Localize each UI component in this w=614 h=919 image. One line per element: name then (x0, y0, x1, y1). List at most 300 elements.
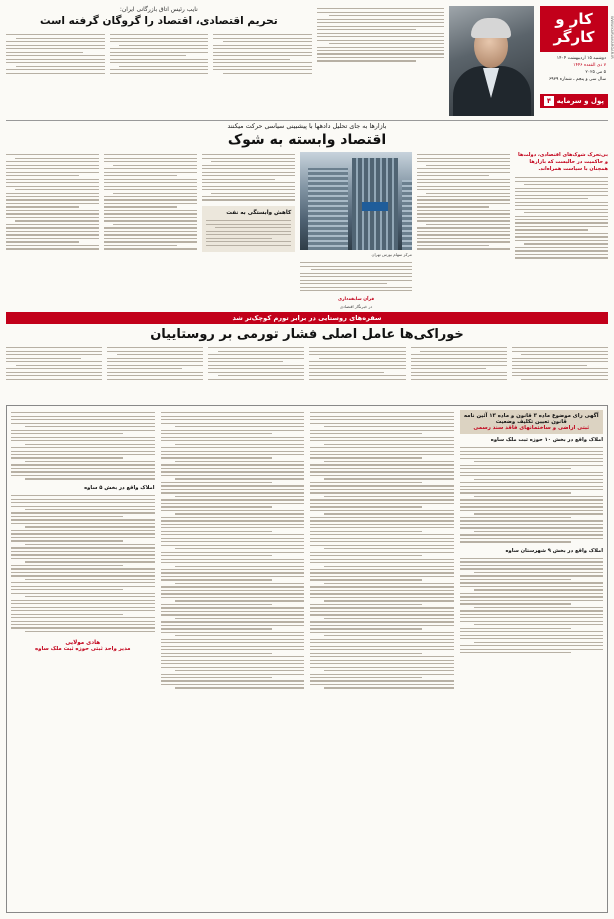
text-line (161, 597, 305, 598)
text-line (460, 614, 604, 615)
text-line (161, 660, 305, 661)
text-line (310, 534, 454, 535)
text-line (460, 558, 604, 559)
text-line (161, 499, 305, 500)
text-line (11, 502, 155, 503)
text-line (11, 547, 155, 548)
text-line (161, 534, 305, 535)
text-line (161, 430, 305, 431)
pullquote-box (202, 206, 295, 252)
text-line (11, 523, 155, 524)
text-line (310, 621, 454, 622)
text-line (460, 489, 604, 490)
text-line (161, 656, 305, 657)
text-line (310, 531, 422, 532)
text-line (310, 517, 454, 518)
text-line (310, 454, 454, 455)
text-line (460, 617, 604, 618)
text-line (474, 513, 603, 514)
teaser-kicker: نایب رئیس اتاق بازرگانی ایران: (119, 6, 198, 13)
text-line (310, 667, 454, 668)
text-line (175, 566, 304, 567)
text-line (161, 545, 305, 546)
text-line (11, 447, 155, 448)
text-line (460, 561, 604, 562)
text-line (11, 464, 155, 465)
text-line (460, 652, 572, 653)
text-line (161, 569, 305, 570)
story1-body (6, 152, 608, 322)
notice-col (460, 410, 604, 908)
text-line (161, 628, 273, 629)
section-name: پول و سرمایه (556, 97, 604, 105)
teaser-main (6, 6, 312, 116)
text-line (175, 635, 304, 636)
website-vertical: WWW.KARVAKARGAR.IR (610, 16, 614, 59)
story1-col (202, 152, 295, 322)
text-line (161, 674, 305, 675)
text-line (460, 503, 604, 504)
text-line (310, 656, 454, 657)
text-line (11, 551, 155, 552)
text-line (324, 670, 453, 671)
text-line (161, 555, 273, 556)
text-line (25, 561, 154, 562)
text-line (324, 444, 453, 445)
text-line (175, 583, 304, 584)
text-line (161, 464, 305, 465)
text-line (460, 534, 604, 535)
story1-photo-col (300, 152, 412, 322)
text-line (460, 510, 604, 511)
text-line (310, 674, 454, 675)
text-line (324, 635, 453, 636)
signer-name: هادی مولایی (65, 640, 101, 647)
text-line (161, 538, 305, 539)
text-line (310, 552, 454, 553)
text-line (310, 489, 454, 490)
text-line (310, 604, 422, 605)
text-line (161, 492, 305, 493)
text-line (460, 458, 604, 459)
text-line (11, 516, 123, 517)
text-line (11, 530, 155, 531)
text-line (161, 593, 305, 594)
text-line (310, 614, 454, 615)
notice-subheading: املاک واقع در بخش ۵ ساوه (84, 484, 155, 491)
text-line (460, 506, 604, 507)
text-line (474, 461, 603, 462)
text-line (11, 519, 155, 520)
text-line (161, 419, 305, 420)
text-line (310, 586, 454, 587)
text-line (175, 687, 304, 688)
text-line (460, 465, 604, 466)
text-line (460, 582, 604, 583)
text-line (161, 663, 305, 664)
text-line (310, 576, 454, 577)
text-line (11, 451, 155, 452)
text-line (25, 426, 154, 427)
text-line (460, 628, 572, 629)
text-line (175, 670, 304, 671)
text-line (161, 416, 305, 417)
text-line (25, 544, 154, 545)
text-line (324, 496, 453, 497)
text-line (310, 646, 454, 647)
author-role: در خبرنگار اقتصادی (339, 303, 373, 309)
text-line (460, 447, 604, 448)
text-line (310, 430, 454, 431)
text-line (310, 639, 454, 640)
text-line (161, 510, 305, 511)
text-line (310, 579, 422, 580)
text-line (161, 541, 305, 542)
text-line (460, 635, 604, 636)
text-line (460, 568, 604, 569)
text-line (460, 499, 604, 500)
divider (6, 120, 608, 121)
author-name: قرآن سابقه‌داری (337, 296, 375, 302)
text-line (310, 492, 454, 493)
story1-col (417, 152, 510, 322)
text-line (161, 517, 305, 518)
text-line (460, 517, 572, 518)
text-line (460, 520, 604, 521)
portrait-photo (449, 6, 534, 116)
text-line (460, 541, 572, 542)
text-line (11, 454, 155, 455)
text-line (460, 472, 604, 473)
text-line (11, 565, 123, 566)
text-line (310, 437, 454, 438)
text-line (11, 614, 123, 615)
text-line (460, 492, 572, 493)
story1-col (6, 152, 99, 322)
text-line (175, 600, 304, 601)
text-line (161, 646, 305, 647)
text-line (11, 468, 155, 469)
text-line (460, 451, 604, 452)
text-line (460, 596, 604, 597)
text-line (460, 645, 604, 646)
text-line (324, 618, 453, 619)
text-line (310, 642, 454, 643)
text-line (11, 495, 155, 496)
text-line (161, 440, 305, 441)
text-line (11, 589, 123, 590)
text-line (175, 461, 304, 462)
text-line (11, 412, 155, 413)
notice-heading-line1: آگهی رای موضوع ماده ۳ قانون و ماده ۱۳ آئین نامه قانون تعیین تکلیف وضعیت (463, 413, 599, 425)
text-line (310, 680, 454, 681)
text-line (161, 520, 305, 521)
issue-line: سال سی و پنجم ـ شماره ۶۹۳۹ (548, 77, 606, 82)
text-line (460, 486, 604, 487)
text-line (175, 444, 304, 445)
text-line (310, 562, 454, 563)
text-line (161, 667, 305, 668)
story2-body (6, 345, 608, 407)
text-line (310, 593, 454, 594)
text-line (161, 433, 273, 434)
text-line (161, 475, 305, 476)
text-line (310, 485, 454, 486)
gregorian-date-line: ۵ می ۲۰۲۵ (585, 70, 606, 75)
text-line (474, 607, 603, 608)
text-line (474, 572, 603, 573)
text-line (161, 607, 305, 608)
text-line (310, 684, 454, 685)
text-line (310, 569, 454, 570)
text-line (161, 639, 305, 640)
text-line (324, 461, 453, 462)
text-line (161, 447, 305, 448)
text-line (11, 499, 155, 500)
story1-kicker: بازارها به جای تحلیل دادهها با پیشبینی سیاسی حرکت میکنند (227, 122, 387, 130)
text-line (460, 565, 604, 566)
text-line (310, 499, 454, 500)
text-line (11, 423, 155, 424)
text-line (161, 590, 305, 591)
teaser-text-col (317, 6, 444, 116)
text-line (324, 600, 453, 601)
text-line (11, 440, 155, 441)
text-line (161, 579, 273, 580)
text-line (324, 687, 453, 688)
text-line (161, 684, 305, 685)
text-line (310, 590, 454, 591)
text-line (460, 524, 604, 525)
text-line (161, 454, 305, 455)
text-line (474, 589, 603, 590)
text-line (25, 579, 154, 580)
text-line (11, 610, 155, 611)
notice-col (11, 410, 155, 908)
pullquote-title: کاهش وابستگی به نفت (226, 209, 292, 216)
text-line (161, 611, 305, 612)
text-line (310, 464, 454, 465)
text-line (161, 559, 305, 560)
text-line (25, 509, 154, 510)
text-line (11, 537, 155, 538)
text-line (161, 621, 305, 622)
text-line (11, 430, 155, 431)
text-line (310, 423, 454, 424)
story1-title: اقتصاد وابسته به شوک (227, 132, 387, 148)
text-line (175, 548, 304, 549)
page-number: ۴ (544, 96, 554, 106)
text-line (11, 554, 155, 555)
signer-role: مدیر واحد ثبتی حوزه ثبت ملک ساوه (34, 646, 131, 653)
text-line (310, 559, 454, 560)
text-line (25, 444, 154, 445)
text-line (161, 468, 305, 469)
text-line (161, 604, 273, 605)
text-line (11, 586, 155, 587)
text-line (11, 506, 155, 507)
text-line (11, 621, 155, 622)
text-line (310, 541, 454, 542)
text-line (310, 597, 454, 598)
notice-col (310, 410, 454, 908)
text-line (310, 440, 454, 441)
text-line (161, 482, 273, 483)
text-line (175, 618, 304, 619)
text-line (25, 478, 154, 479)
text-line (310, 503, 454, 504)
text-line (175, 426, 304, 427)
text-line (161, 680, 305, 681)
text-line (310, 555, 422, 556)
second-story (6, 312, 608, 407)
text-line (175, 496, 304, 497)
text-line (11, 433, 123, 434)
text-line (460, 621, 604, 622)
text-line (460, 475, 604, 476)
text-line (460, 603, 572, 604)
text-line (460, 454, 604, 455)
text-line (161, 552, 305, 553)
text-line (474, 531, 603, 532)
text-line (11, 593, 155, 594)
text-line (310, 607, 454, 608)
story1-col (104, 152, 197, 322)
text-line (474, 496, 603, 497)
text-line (460, 586, 604, 587)
text-line (11, 582, 155, 583)
text-line (310, 468, 454, 469)
text-line (11, 600, 155, 601)
newspaper-logo: کار و کارگر (540, 6, 608, 52)
text-line (161, 572, 305, 573)
text-line (310, 447, 454, 448)
text-line (161, 412, 305, 413)
text-line (310, 433, 422, 434)
text-line (11, 617, 155, 618)
signature-block (11, 640, 155, 652)
text-line (11, 572, 155, 573)
text-line (11, 575, 155, 576)
text-line (460, 631, 604, 632)
text-line (310, 538, 454, 539)
photo-caption: مرکز سهام بورس تهران (371, 252, 412, 257)
text-line (310, 482, 422, 483)
text-line (460, 649, 604, 650)
text-line (11, 540, 123, 541)
text-line (460, 638, 604, 639)
text-line (11, 437, 155, 438)
text-line (175, 478, 304, 479)
notice-subheading: املاک واقع در بخش ۹ شهرستان ساوه (505, 547, 603, 554)
text-line (161, 625, 305, 626)
text-line (25, 526, 154, 527)
text-line (324, 583, 453, 584)
text-line (161, 451, 305, 452)
text-line (11, 624, 155, 625)
text-line (460, 482, 604, 483)
text-line (310, 520, 454, 521)
text-line (310, 572, 454, 573)
text-line (310, 471, 454, 472)
text-line (474, 624, 603, 625)
date-line: دوشنبه ۱۵ اردیبهشت ۱۴۰۴ (556, 56, 606, 61)
stock-exchange-photo (300, 152, 412, 250)
text-line (175, 513, 304, 514)
text-line (474, 642, 603, 643)
text-line (310, 611, 454, 612)
text-line (11, 457, 123, 458)
text-line (25, 631, 154, 632)
text-line (11, 512, 155, 513)
text-line (460, 579, 572, 580)
text-line (460, 527, 604, 528)
text-line (161, 649, 305, 650)
text-line (11, 568, 155, 569)
text-line (310, 506, 422, 507)
text-line (310, 524, 454, 525)
text-line (161, 653, 273, 654)
text-line (11, 603, 155, 604)
text-line (161, 677, 273, 678)
text-line (474, 479, 603, 480)
text-line (324, 566, 453, 567)
masthead (540, 6, 614, 128)
text-line (11, 471, 155, 472)
text-line (11, 607, 155, 608)
notice-subheading: املاک واقع در بخش ۱۰ حوزه ثبت ملک ساوه (490, 437, 603, 443)
top-teaser (6, 6, 534, 116)
text-line (161, 471, 305, 472)
section-tab (540, 94, 608, 108)
text-line (11, 627, 155, 628)
text-line (310, 412, 454, 413)
text-line (310, 663, 454, 664)
text-line (310, 419, 454, 420)
text-line (161, 614, 305, 615)
text-line (161, 457, 273, 458)
text-line (310, 660, 454, 661)
text-line (11, 419, 155, 420)
text-line (310, 510, 454, 511)
text-line (310, 457, 422, 458)
text-line (25, 461, 154, 462)
text-line (324, 513, 453, 514)
text-line (11, 558, 155, 559)
story2-title: خوراکی‌ها عامل اصلی فشار تورمی بر روستاییان (150, 327, 464, 342)
text-line (310, 451, 454, 452)
story2-kicker-bar: سفره‌های روستایی در برابر تورم کوچک‌تر شد (6, 312, 608, 324)
text-line (310, 625, 454, 626)
text-line (460, 575, 604, 576)
text-line (161, 485, 305, 486)
text-line (310, 527, 454, 528)
text-line (324, 426, 453, 427)
masthead-meta (540, 52, 608, 86)
text-line (161, 562, 305, 563)
text-line (161, 642, 305, 643)
text-line (460, 593, 604, 594)
notice-col (161, 410, 305, 908)
text-line (161, 423, 305, 424)
text-line (310, 545, 454, 546)
text-line (11, 533, 155, 534)
story1-col (515, 152, 608, 322)
main-story (6, 122, 608, 322)
text-line (11, 416, 155, 417)
text-line (161, 503, 305, 504)
text-line (161, 524, 305, 525)
